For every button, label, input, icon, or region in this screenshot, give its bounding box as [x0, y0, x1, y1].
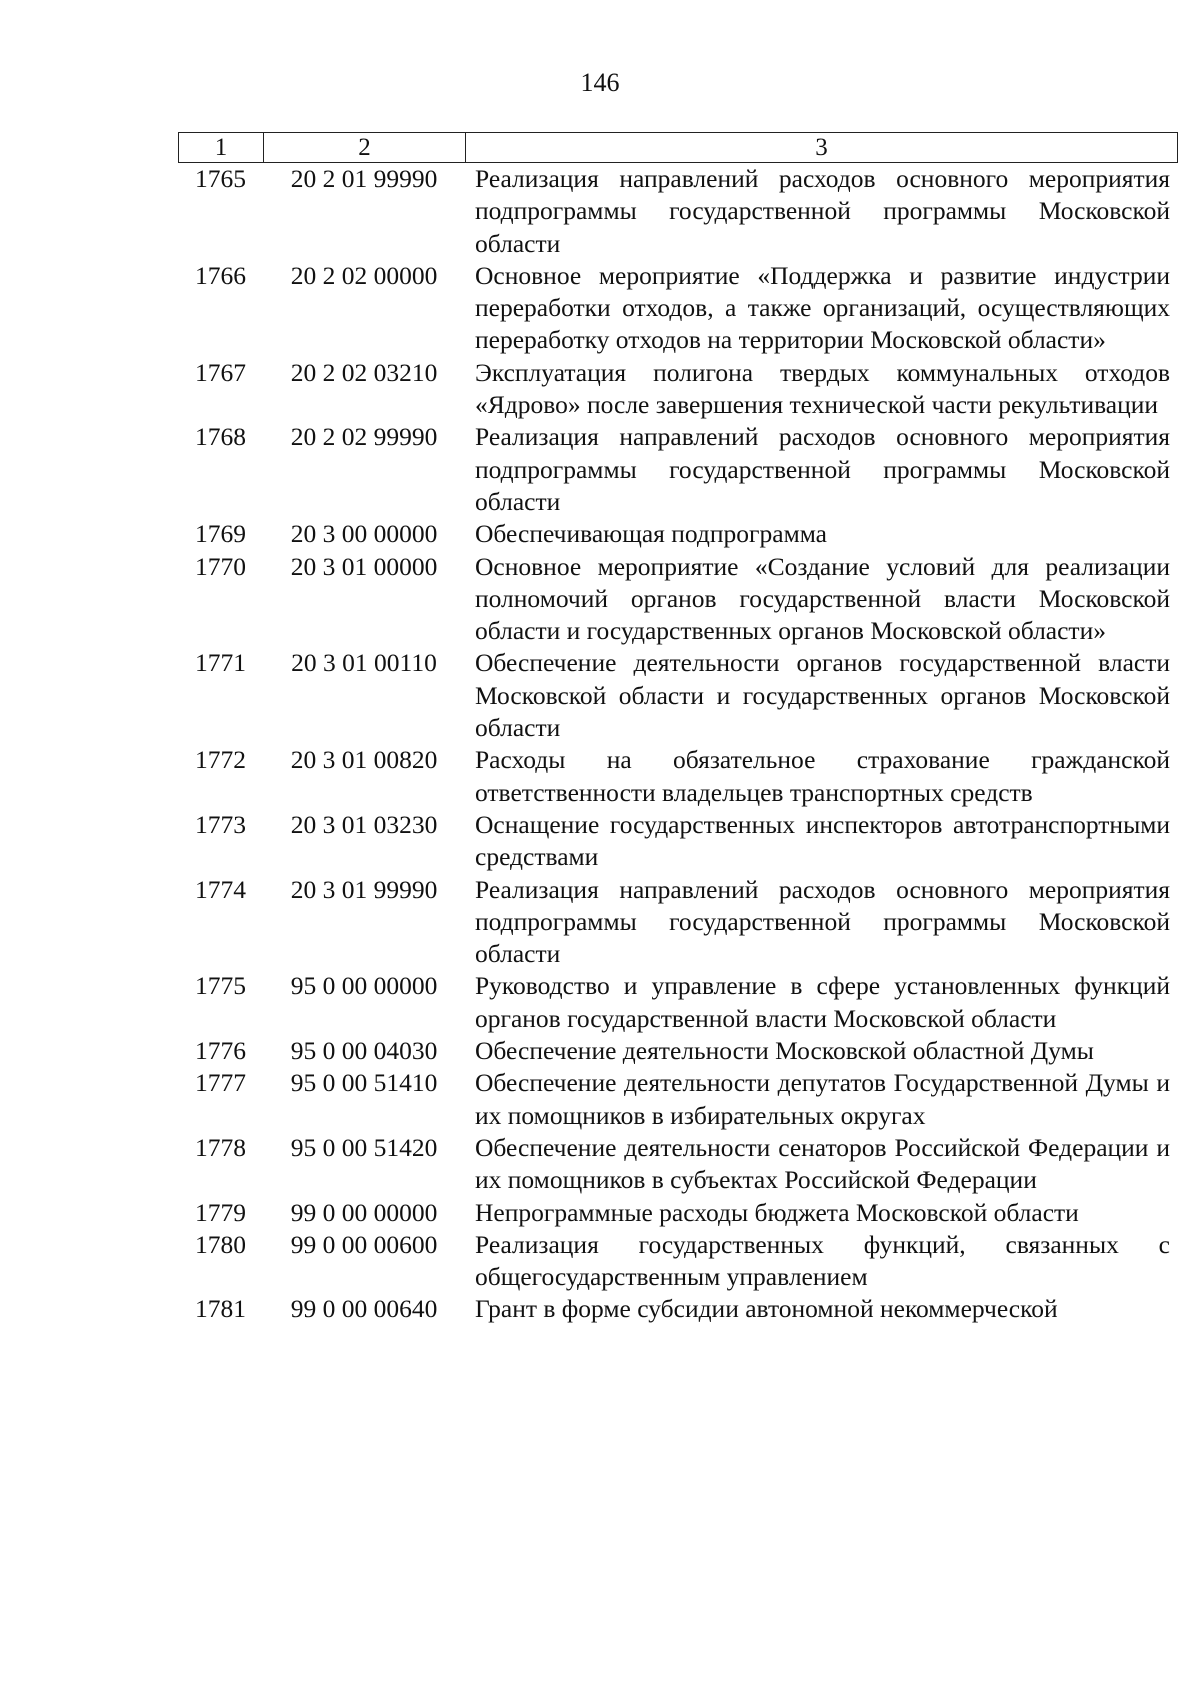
expense-name: Непрограммные расходы бюджета Московской области [475, 1197, 1079, 1227]
budget-code: 20 2 02 99990 [290, 422, 438, 452]
expense-name: Основное мероприятие «Поддержка и развитие индустрии переработки отходов, а также организаций, осуществляющих переработку отходов на территории Московской области» [475, 260, 1170, 355]
row-number: 1765 [195, 164, 246, 193]
budget-code: 95 0 00 04030 [290, 1036, 438, 1066]
budget-code: 99 0 00 00600 [290, 1229, 438, 1259]
budget-code: 20 3 01 03230 [290, 809, 438, 839]
row-number: 1773 [195, 809, 246, 839]
expense-name: Обеспечение деятельности Московской областной Думы [475, 1036, 1094, 1066]
row-number: 1770 [195, 551, 246, 581]
expense-name: Реализация государственных функций, связанных с общегосударственным управлением [475, 1229, 1170, 1292]
column-header-1: 1 [179, 133, 264, 162]
budget-code: 20 2 02 00000 [290, 260, 438, 290]
row-number: 1776 [195, 1036, 246, 1066]
table-row [178, 1067, 1178, 1132]
row-number: 1774 [195, 874, 246, 904]
row-number: 1778 [195, 1132, 246, 1162]
table-row [178, 1197, 1178, 1229]
row-number: 1772 [195, 745, 246, 775]
budget-code: 20 3 01 00820 [290, 745, 438, 775]
expense-name: Грант в форме субсидии автономной некоммерческой [475, 1294, 1058, 1324]
table-row [178, 970, 1178, 1035]
expense-name: Обеспечение деятельности органов государственной власти Московской области и государственных органов Московской области [475, 648, 1170, 743]
expense-name: Обеспечивающая подпрограмма [475, 519, 827, 549]
budget-code: 99 0 00 00640 [290, 1294, 438, 1324]
row-number: 1775 [195, 971, 246, 1001]
page-number: 146 [580, 68, 620, 97]
row-number: 1777 [195, 1068, 246, 1098]
budget-code: 95 0 00 51420 [290, 1132, 438, 1162]
table-row [178, 1132, 1178, 1197]
table-row [178, 809, 1178, 874]
expense-name: Реализация направлений расходов основного мероприятия подпрограммы государственной программы Московской области [475, 874, 1170, 969]
row-number: 1781 [195, 1294, 246, 1324]
column-header-3: 3 [815, 134, 828, 161]
expense-name: Расходы на обязательное страхование гражданской ответственности владельцев транспортных средств [475, 745, 1170, 807]
table-row [178, 551, 1178, 648]
table-row [178, 1229, 1178, 1294]
column-header-2: 2 [264, 133, 466, 162]
expense-name: Обеспечение деятельности депутатов Государственной Думы и их помощников в избирательных округах [475, 1068, 1170, 1130]
row-number: 1769 [195, 519, 246, 549]
budget-code: 95 0 00 00000 [290, 971, 438, 1001]
expense-name: Реализация направлений расходов основного мероприятия подпрограммы государственной программы Московской области [475, 164, 1170, 258]
table-row [178, 744, 1178, 809]
table-row [178, 357, 1178, 422]
classification-table [178, 132, 1178, 1326]
row-number: 1771 [195, 648, 246, 678]
table-row [178, 1293, 1178, 1325]
budget-code: 20 3 01 00000 [290, 551, 438, 581]
expense-name: Эксплуатация полигона твердых коммунальных отходов «Ядрово» после завершения технической части рекультивации [475, 357, 1170, 420]
row-number: 1767 [195, 357, 246, 387]
row-number: 1780 [195, 1229, 246, 1259]
row-number: 1768 [195, 422, 246, 452]
table-body [178, 163, 1178, 1326]
row-number: 1766 [195, 260, 246, 290]
table-row [178, 518, 1178, 550]
table-row [178, 421, 1178, 518]
row-number: 1779 [195, 1197, 246, 1227]
table-header [178, 132, 1178, 163]
budget-code: 95 0 00 51410 [290, 1068, 438, 1098]
expense-name: Руководство и управление в сфере установленных функций органов государственной власти Московской области [475, 971, 1170, 1033]
table-row [178, 874, 1178, 971]
table-row [178, 1035, 1178, 1067]
budget-code: 20 3 01 99990 [290, 874, 438, 904]
expense-name: Реализация направлений расходов основного мероприятия подпрограммы государственной программы Московской области [475, 422, 1170, 516]
budget-code: 20 3 00 00000 [290, 519, 438, 549]
budget-code: 20 2 01 99990 [290, 164, 438, 193]
expense-name: Оснащение государственных инспекторов автотранспортными средствами [475, 809, 1170, 872]
table-row [178, 260, 1178, 357]
table-row [178, 647, 1178, 744]
budget-code: 20 2 02 03210 [290, 357, 438, 387]
budget-code: 20 3 01 00110 [291, 648, 437, 678]
budget-code: 99 0 00 00000 [290, 1197, 438, 1227]
table-row [178, 163, 1178, 260]
expense-name: Обеспечение деятельности сенаторов Российской Федерации и их помощников в субъектах Российской Федерации [475, 1132, 1170, 1195]
expense-name: Основное мероприятие «Создание условий для реализации полномочий органов государственной власти Московской области и государственных органов Московской области» [475, 551, 1170, 646]
